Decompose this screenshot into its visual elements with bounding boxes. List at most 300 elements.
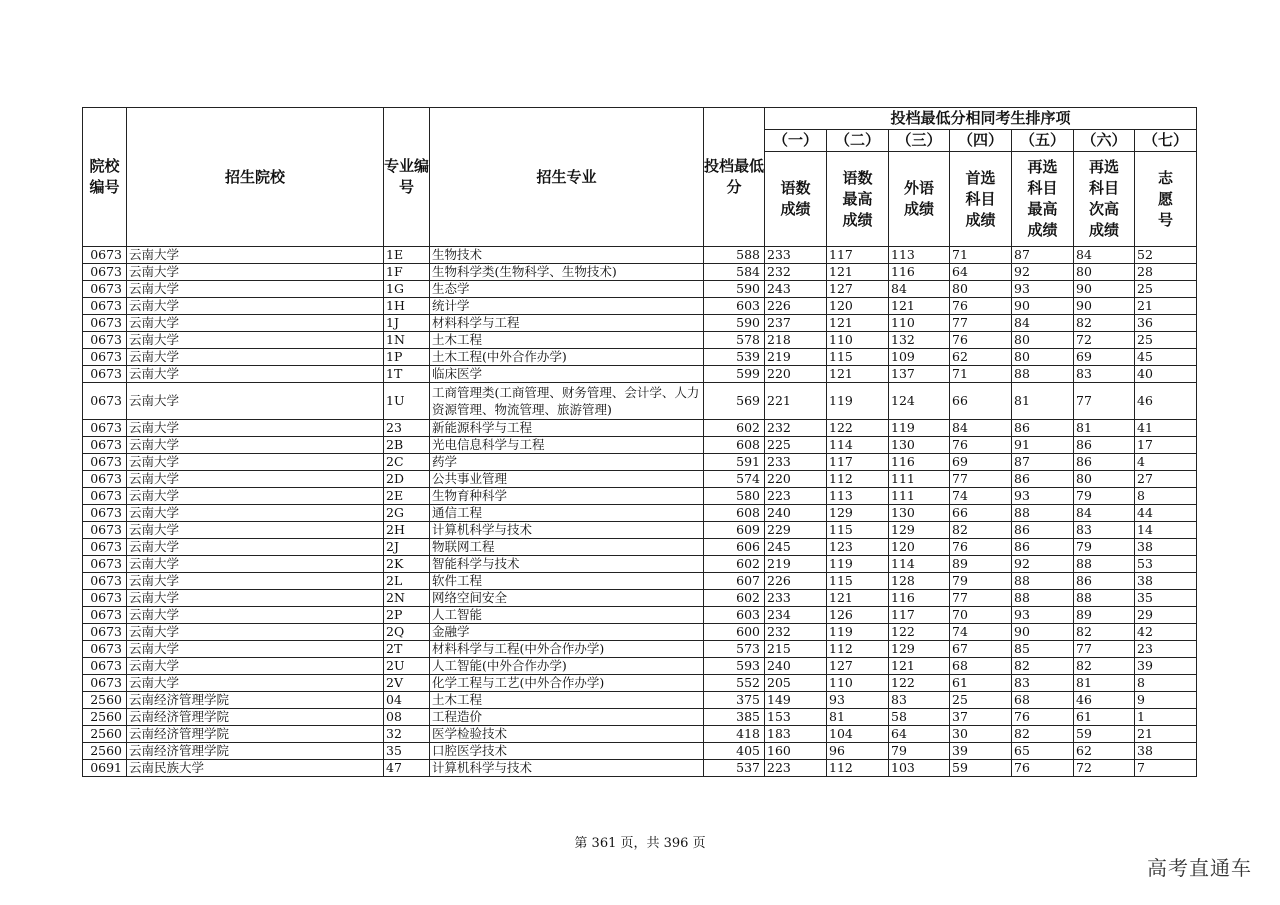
major-name-cell: 土木工程 — [430, 692, 704, 709]
major-code-cell: 2K — [384, 556, 430, 573]
foreign-lang-cell: 120 — [889, 539, 950, 556]
school-code-cell: 0673 — [83, 488, 127, 505]
foreign-lang-cell: 116 — [889, 590, 950, 607]
choice-number-cell: 38 — [1135, 539, 1197, 556]
table-row — [83, 624, 1197, 641]
first-subject-cell: 71 — [950, 247, 1012, 264]
first-subject-cell: 80 — [950, 281, 1012, 298]
foreign-lang-cell: 122 — [889, 675, 950, 692]
page-number: 第 361 页，共 396 页 — [574, 836, 706, 851]
elective-max-cell: 84 — [1012, 315, 1074, 332]
major-name-cell: 计算机科学与技术 — [430, 522, 704, 539]
header-sub-2: 语数最高成绩 — [827, 152, 889, 247]
foreign-lang-cell: 124 — [889, 383, 950, 420]
header-seq-5: （五） — [1012, 130, 1074, 152]
choice-number-cell: 23 — [1135, 641, 1197, 658]
choice-number-cell: 38 — [1135, 743, 1197, 760]
min-score-cell: 574 — [704, 471, 765, 488]
elective-max-cell: 86 — [1012, 420, 1074, 437]
first-subject-cell: 76 — [950, 298, 1012, 315]
chn-math-max-cell: 115 — [827, 522, 889, 539]
foreign-lang-cell: 137 — [889, 366, 950, 383]
choice-number-cell: 21 — [1135, 726, 1197, 743]
chn-math-max-cell: 119 — [827, 383, 889, 420]
school-name-cell: 云南大学 — [127, 383, 384, 420]
major-name-cell: 智能科学与技术 — [430, 556, 704, 573]
school-code-cell: 0691 — [83, 760, 127, 777]
choice-number-cell: 8 — [1135, 488, 1197, 505]
chn-math-max-cell: 122 — [827, 420, 889, 437]
chn-math-max-cell: 126 — [827, 607, 889, 624]
table-row — [83, 709, 1197, 726]
choice-number-cell: 29 — [1135, 607, 1197, 624]
chn-math-max-cell: 121 — [827, 590, 889, 607]
school-name-cell: 云南大学 — [127, 675, 384, 692]
table-row — [83, 658, 1197, 675]
school-name-cell: 云南大学 — [127, 488, 384, 505]
first-subject-cell: 66 — [950, 383, 1012, 420]
elective-second-cell: 72 — [1074, 760, 1135, 777]
table-row — [83, 590, 1197, 607]
elective-second-cell: 84 — [1074, 247, 1135, 264]
chn-math-max-cell: 114 — [827, 437, 889, 454]
school-code-cell: 0673 — [83, 607, 127, 624]
school-code-cell: 0673 — [83, 247, 127, 264]
chn-math-max-cell: 121 — [827, 366, 889, 383]
chn-math-score-cell: 240 — [765, 658, 827, 675]
major-name-cell: 生物技术 — [430, 247, 704, 264]
chn-math-score-cell: 226 — [765, 298, 827, 315]
first-subject-cell: 89 — [950, 556, 1012, 573]
header-sub-5: 再选科目最高成绩 — [1012, 152, 1074, 247]
chn-math-score-cell: 233 — [765, 590, 827, 607]
table-row — [83, 743, 1197, 760]
first-subject-cell: 66 — [950, 505, 1012, 522]
chn-math-max-cell: 115 — [827, 573, 889, 590]
first-subject-cell: 76 — [950, 539, 1012, 556]
chn-math-score-cell: 218 — [765, 332, 827, 349]
elective-second-cell: 90 — [1074, 298, 1135, 315]
major-code-cell: 1F — [384, 264, 430, 281]
school-code-cell: 0673 — [83, 420, 127, 437]
elective-max-cell: 88 — [1012, 573, 1074, 590]
choice-number-cell: 4 — [1135, 454, 1197, 471]
school-code-cell: 0673 — [83, 590, 127, 607]
major-code-cell: 23 — [384, 420, 430, 437]
foreign-lang-cell: 64 — [889, 726, 950, 743]
major-code-cell: 1E — [384, 247, 430, 264]
chn-math-max-cell: 96 — [827, 743, 889, 760]
elective-second-cell: 72 — [1074, 332, 1135, 349]
school-name-cell: 云南经济管理学院 — [127, 709, 384, 726]
foreign-lang-cell: 103 — [889, 760, 950, 777]
elective-max-cell: 93 — [1012, 281, 1074, 298]
chn-math-max-cell: 93 — [827, 692, 889, 709]
first-subject-cell: 84 — [950, 420, 1012, 437]
choice-number-cell: 38 — [1135, 573, 1197, 590]
chn-math-max-cell: 104 — [827, 726, 889, 743]
choice-number-cell: 28 — [1135, 264, 1197, 281]
elective-max-cell: 91 — [1012, 437, 1074, 454]
elective-max-cell: 88 — [1012, 366, 1074, 383]
school-code-cell: 2560 — [83, 709, 127, 726]
chn-math-max-cell: 112 — [827, 471, 889, 488]
first-subject-cell: 68 — [950, 658, 1012, 675]
foreign-lang-cell: 132 — [889, 332, 950, 349]
elective-max-cell: 90 — [1012, 298, 1074, 315]
min-score-cell: 593 — [704, 658, 765, 675]
chn-math-score-cell: 219 — [765, 349, 827, 366]
chn-math-max-cell: 81 — [827, 709, 889, 726]
chn-math-max-cell: 120 — [827, 298, 889, 315]
choice-number-cell: 25 — [1135, 332, 1197, 349]
foreign-lang-cell: 109 — [889, 349, 950, 366]
major-name-cell: 金融学 — [430, 624, 704, 641]
major-name-cell: 生态学 — [430, 281, 704, 298]
elective-second-cell: 80 — [1074, 264, 1135, 281]
choice-number-cell: 7 — [1135, 760, 1197, 777]
elective-max-cell: 80 — [1012, 349, 1074, 366]
elective-max-cell: 92 — [1012, 264, 1074, 281]
school-code-cell: 2560 — [83, 726, 127, 743]
chn-math-score-cell: 234 — [765, 607, 827, 624]
school-code-cell: 0673 — [83, 349, 127, 366]
major-code-cell: 2Q — [384, 624, 430, 641]
major-code-cell: 2B — [384, 437, 430, 454]
elective-max-cell: 86 — [1012, 471, 1074, 488]
elective-second-cell: 83 — [1074, 522, 1135, 539]
school-name-cell: 云南大学 — [127, 420, 384, 437]
table-row — [83, 332, 1197, 349]
chn-math-max-cell: 117 — [827, 247, 889, 264]
major-code-cell: 08 — [384, 709, 430, 726]
header-seq-3: （三） — [889, 130, 950, 152]
chn-math-score-cell: 160 — [765, 743, 827, 760]
elective-second-cell: 81 — [1074, 675, 1135, 692]
table-body — [83, 247, 1197, 777]
first-subject-cell: 37 — [950, 709, 1012, 726]
min-score-cell: 608 — [704, 437, 765, 454]
major-code-cell: 32 — [384, 726, 430, 743]
elective-second-cell: 82 — [1074, 315, 1135, 332]
school-name-cell: 云南大学 — [127, 539, 384, 556]
chn-math-max-cell: 127 — [827, 658, 889, 675]
major-code-cell: 2V — [384, 675, 430, 692]
elective-max-cell: 76 — [1012, 760, 1074, 777]
min-score-cell: 418 — [704, 726, 765, 743]
min-score-cell: 600 — [704, 624, 765, 641]
first-subject-cell: 64 — [950, 264, 1012, 281]
first-subject-cell: 82 — [950, 522, 1012, 539]
foreign-lang-cell: 122 — [889, 624, 950, 641]
chn-math-max-cell: 121 — [827, 315, 889, 332]
major-code-cell: 2T — [384, 641, 430, 658]
header-school-code: 院校编号 — [83, 108, 127, 247]
table-row — [83, 488, 1197, 505]
major-name-cell: 生物科学类(生物科学、生物技术) — [430, 264, 704, 281]
chn-math-max-cell: 117 — [827, 454, 889, 471]
elective-second-cell: 86 — [1074, 573, 1135, 590]
min-score-cell: 608 — [704, 505, 765, 522]
table-row — [83, 315, 1197, 332]
school-code-cell: 2560 — [83, 743, 127, 760]
min-score-cell: 552 — [704, 675, 765, 692]
chn-math-score-cell: 233 — [765, 454, 827, 471]
school-code-cell: 0673 — [83, 658, 127, 675]
school-name-cell: 云南大学 — [127, 641, 384, 658]
elective-second-cell: 77 — [1074, 641, 1135, 658]
foreign-lang-cell: 128 — [889, 573, 950, 590]
choice-number-cell: 39 — [1135, 658, 1197, 675]
chn-math-score-cell: 153 — [765, 709, 827, 726]
elective-second-cell: 61 — [1074, 709, 1135, 726]
min-score-cell: 569 — [704, 383, 765, 420]
table-row — [83, 522, 1197, 539]
elective-max-cell: 90 — [1012, 624, 1074, 641]
chn-math-max-cell: 129 — [827, 505, 889, 522]
elective-second-cell: 59 — [1074, 726, 1135, 743]
first-subject-cell: 79 — [950, 573, 1012, 590]
foreign-lang-cell: 58 — [889, 709, 950, 726]
chn-math-max-cell: 112 — [827, 760, 889, 777]
school-code-cell: 0673 — [83, 437, 127, 454]
foreign-lang-cell: 84 — [889, 281, 950, 298]
school-code-cell: 0673 — [83, 471, 127, 488]
min-score-cell: 405 — [704, 743, 765, 760]
elective-second-cell: 81 — [1074, 420, 1135, 437]
chn-math-score-cell: 240 — [765, 505, 827, 522]
chn-math-max-cell: 112 — [827, 641, 889, 658]
major-code-cell: 2L — [384, 573, 430, 590]
first-subject-cell: 61 — [950, 675, 1012, 692]
elective-max-cell: 88 — [1012, 505, 1074, 522]
choice-number-cell: 42 — [1135, 624, 1197, 641]
min-score-cell: 602 — [704, 420, 765, 437]
foreign-lang-cell: 121 — [889, 298, 950, 315]
min-score-cell: 573 — [704, 641, 765, 658]
major-code-cell: 2P — [384, 607, 430, 624]
elective-second-cell: 62 — [1074, 743, 1135, 760]
major-name-cell: 计算机科学与技术 — [430, 760, 704, 777]
foreign-lang-cell: 79 — [889, 743, 950, 760]
major-code-cell: 2C — [384, 454, 430, 471]
foreign-lang-cell: 111 — [889, 488, 950, 505]
school-name-cell: 云南大学 — [127, 522, 384, 539]
foreign-lang-cell: 113 — [889, 247, 950, 264]
school-name-cell: 云南大学 — [127, 624, 384, 641]
foreign-lang-cell: 116 — [889, 454, 950, 471]
chn-math-score-cell: 149 — [765, 692, 827, 709]
table-row — [83, 760, 1197, 777]
school-code-cell: 0673 — [83, 573, 127, 590]
table-row — [83, 366, 1197, 383]
school-name-cell: 云南大学 — [127, 658, 384, 675]
table-row — [83, 281, 1197, 298]
first-subject-cell: 76 — [950, 332, 1012, 349]
choice-number-cell: 46 — [1135, 383, 1197, 420]
min-score-cell: 609 — [704, 522, 765, 539]
major-name-cell: 工商管理类(工商管理、财务管理、会计学、人力资源管理、物流管理、旅游管理) — [430, 383, 704, 420]
chn-math-score-cell: 226 — [765, 573, 827, 590]
major-code-cell: 1N — [384, 332, 430, 349]
major-name-cell: 公共事业管理 — [430, 471, 704, 488]
school-code-cell: 0673 — [83, 332, 127, 349]
elective-max-cell: 86 — [1012, 539, 1074, 556]
school-code-cell: 0673 — [83, 454, 127, 471]
elective-second-cell: 83 — [1074, 366, 1135, 383]
elective-max-cell: 81 — [1012, 383, 1074, 420]
major-name-cell: 光电信息科学与工程 — [430, 437, 704, 454]
major-code-cell: 1J — [384, 315, 430, 332]
choice-number-cell: 27 — [1135, 471, 1197, 488]
chn-math-max-cell: 121 — [827, 264, 889, 281]
major-name-cell: 材料科学与工程(中外合作办学) — [430, 641, 704, 658]
chn-math-score-cell: 220 — [765, 471, 827, 488]
elective-max-cell: 83 — [1012, 675, 1074, 692]
chn-math-score-cell: 233 — [765, 247, 827, 264]
foreign-lang-cell: 116 — [889, 264, 950, 281]
choice-number-cell: 41 — [1135, 420, 1197, 437]
choice-number-cell: 1 — [1135, 709, 1197, 726]
choice-number-cell: 14 — [1135, 522, 1197, 539]
min-score-cell: 599 — [704, 366, 765, 383]
school-name-cell: 云南经济管理学院 — [127, 692, 384, 709]
foreign-lang-cell: 111 — [889, 471, 950, 488]
chn-math-score-cell: 183 — [765, 726, 827, 743]
min-score-cell: 539 — [704, 349, 765, 366]
table-row — [83, 556, 1197, 573]
choice-number-cell: 53 — [1135, 556, 1197, 573]
first-subject-cell: 77 — [950, 471, 1012, 488]
chn-math-score-cell: 232 — [765, 264, 827, 281]
elective-second-cell: 79 — [1074, 539, 1135, 556]
min-score-cell: 537 — [704, 760, 765, 777]
chn-math-score-cell: 219 — [765, 556, 827, 573]
school-name-cell: 云南大学 — [127, 607, 384, 624]
table-row — [83, 675, 1197, 692]
choice-number-cell: 52 — [1135, 247, 1197, 264]
foreign-lang-cell: 121 — [889, 658, 950, 675]
first-subject-cell: 74 — [950, 624, 1012, 641]
min-score-cell: 584 — [704, 264, 765, 281]
choice-number-cell: 45 — [1135, 349, 1197, 366]
table-row — [83, 726, 1197, 743]
major-code-cell: 2E — [384, 488, 430, 505]
school-name-cell: 云南大学 — [127, 264, 384, 281]
header-min-score: 投档最低分 — [704, 108, 765, 247]
min-score-cell: 590 — [704, 281, 765, 298]
elective-second-cell: 46 — [1074, 692, 1135, 709]
elective-max-cell: 87 — [1012, 454, 1074, 471]
major-name-cell: 人工智能 — [430, 607, 704, 624]
chn-math-score-cell: 243 — [765, 281, 827, 298]
school-name-cell: 云南大学 — [127, 247, 384, 264]
major-name-cell: 药学 — [430, 454, 704, 471]
choice-number-cell: 36 — [1135, 315, 1197, 332]
major-code-cell: 1G — [384, 281, 430, 298]
major-code-cell: 2H — [384, 522, 430, 539]
school-name-cell: 云南大学 — [127, 332, 384, 349]
school-name-cell: 云南大学 — [127, 454, 384, 471]
major-name-cell: 工程造价 — [430, 709, 704, 726]
choice-number-cell: 40 — [1135, 366, 1197, 383]
school-code-cell: 2560 — [83, 692, 127, 709]
header-major-code: 专业编号 — [384, 108, 430, 247]
choice-number-cell: 21 — [1135, 298, 1197, 315]
major-name-cell: 化学工程与工艺(中外合作办学) — [430, 675, 704, 692]
header-school-name: 招生院校 — [127, 108, 384, 247]
chn-math-score-cell: 221 — [765, 383, 827, 420]
school-name-cell: 云南大学 — [127, 349, 384, 366]
elective-max-cell: 68 — [1012, 692, 1074, 709]
admission-score-table — [82, 107, 1197, 777]
header-seq-1: （一） — [765, 130, 827, 152]
min-score-cell: 602 — [704, 590, 765, 607]
foreign-lang-cell: 117 — [889, 607, 950, 624]
school-name-cell: 云南大学 — [127, 471, 384, 488]
header-tiebreak-group: 投档最低分相同考生排序项 — [765, 108, 1197, 130]
major-name-cell: 网络空间安全 — [430, 590, 704, 607]
school-code-cell: 0673 — [83, 505, 127, 522]
foreign-lang-cell: 129 — [889, 522, 950, 539]
table-row — [83, 692, 1197, 709]
foreign-lang-cell: 129 — [889, 641, 950, 658]
school-code-cell: 0673 — [83, 298, 127, 315]
elective-second-cell: 80 — [1074, 471, 1135, 488]
header-seq-6: （六） — [1074, 130, 1135, 152]
elective-second-cell: 69 — [1074, 349, 1135, 366]
foreign-lang-cell: 130 — [889, 505, 950, 522]
major-name-cell: 统计学 — [430, 298, 704, 315]
school-name-cell: 云南大学 — [127, 366, 384, 383]
major-code-cell: 2J — [384, 539, 430, 556]
chn-math-score-cell: 229 — [765, 522, 827, 539]
table-row — [83, 471, 1197, 488]
school-code-cell: 0673 — [83, 522, 127, 539]
school-code-cell: 0673 — [83, 315, 127, 332]
first-subject-cell: 77 — [950, 590, 1012, 607]
chn-math-score-cell: 223 — [765, 488, 827, 505]
major-code-cell: 1T — [384, 366, 430, 383]
header-sub-3: 外语成绩 — [889, 152, 950, 247]
school-code-cell: 0673 — [83, 264, 127, 281]
min-score-cell: 591 — [704, 454, 765, 471]
header-seq-4: （四） — [950, 130, 1012, 152]
school-name-cell: 云南大学 — [127, 298, 384, 315]
table-row — [83, 539, 1197, 556]
elective-max-cell: 92 — [1012, 556, 1074, 573]
choice-number-cell: 35 — [1135, 590, 1197, 607]
chn-math-max-cell: 110 — [827, 675, 889, 692]
first-subject-cell: 74 — [950, 488, 1012, 505]
min-score-cell: 607 — [704, 573, 765, 590]
min-score-cell: 590 — [704, 315, 765, 332]
table-row — [83, 383, 1197, 420]
chn-math-score-cell: 232 — [765, 624, 827, 641]
major-code-cell: 1H — [384, 298, 430, 315]
chn-math-max-cell: 115 — [827, 349, 889, 366]
elective-second-cell: 82 — [1074, 658, 1135, 675]
chn-math-score-cell: 215 — [765, 641, 827, 658]
table-row — [83, 298, 1197, 315]
school-code-cell: 0673 — [83, 383, 127, 420]
elective-max-cell: 82 — [1012, 726, 1074, 743]
school-code-cell: 0673 — [83, 539, 127, 556]
school-code-cell: 0673 — [83, 281, 127, 298]
first-subject-cell: 70 — [950, 607, 1012, 624]
elective-second-cell: 86 — [1074, 454, 1135, 471]
first-subject-cell: 30 — [950, 726, 1012, 743]
